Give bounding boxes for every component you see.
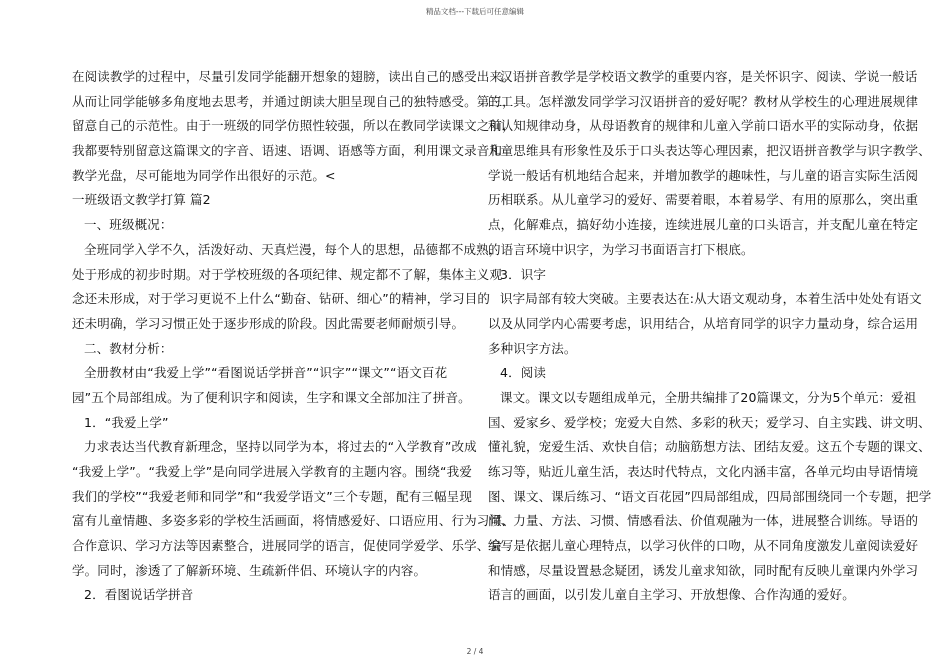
- text-line: 练习等，贴近儿童生活，表达时代特点，文化内涵丰富，各单元均由导语情境: [488, 464, 919, 479]
- text-line: 合作意识、学习方法等因素整合，进展同学的语言，促使同学爱学、乐学、会: [72, 538, 503, 554]
- page-header: 精品文档---下载后可任意编辑: [425, 7, 525, 16]
- text-line: 编写是依据儿童心理特点，以学习伙伴的口吻，从不同角度激发儿童阅读爱好: [488, 538, 919, 554]
- text-line: 点，化解难点，搞好幼小连接，连续进展儿童的口头语言，并支配儿童在特定: [488, 217, 919, 233]
- text-line: 识字局部有较大突破。主要表达在:从大语文观动身，本着生活中处处有语文: [500, 291, 922, 307]
- text-line: 2．看图说话学拼音: [84, 587, 194, 603]
- text-line: 多种识字方法。: [488, 340, 577, 356]
- text-line: 在阅读教学的过程中，尽量引发同学能翻开想象的翅膀，读出自己的感受出来。: [72, 69, 515, 84]
- text-line: 从而让同学能够多角度地去思考，并通过朗读大胆呈现自己的独特感受。第三，: [72, 93, 515, 109]
- text-line: 园”五个局部组成。为了便利识字和阅读，生字和课文全部加注了拼音。: [72, 389, 471, 405]
- left-text-column: [72, 65, 515, 608]
- text-line: 3．识字: [500, 266, 547, 282]
- text-line: 念还未形成，对于学习更说不上什么“勤奋、钻研、细心”的精神，学习目的: [72, 291, 491, 307]
- text-line: 国、爱家乡、爱学校；宠爱大自然、多彩的秋天；爱学习、自主实践、讲文明、: [488, 414, 931, 430]
- right-text-column: [488, 65, 932, 608]
- text-line: 历相联系。从儿童学习的爱好、需要着眼，本着易学、有用的原那么，突出重: [488, 192, 919, 208]
- text-line: 1．“我爱上学”: [84, 414, 169, 430]
- text-line: 课文。课文以专题组成单元，全册共编排了20篇课文，分为5个单元：爱祖: [500, 389, 917, 405]
- text-line: 4．阅读: [500, 365, 547, 381]
- text-line: 全班同学入学不久，活泼好动、天真烂漫，每个人的思想，品德都不成熟，: [84, 241, 502, 257]
- text-line: 一、班级概况：: [84, 217, 173, 233]
- text-line: 和情感，尽量设置悬念疑团，诱发儿童求知欲，同时配有反映儿童课内外学习: [488, 562, 919, 578]
- text-line: 语言的画面，以引发儿童自主学习、开放想像、合作沟通的爱好。: [488, 587, 855, 603]
- text-line: 以及从同学内心需要考虑，识用结合，从培育同学的识字力量动身，综合运用: [488, 315, 919, 331]
- text-line: 的语言环境中识字，为学习书面语言打下根底。: [488, 241, 754, 257]
- text-line: 懂礼貌，宠爱生活、欢快自信；动脑筋想方法、团结友爱。这五个专题的课文、: [488, 439, 931, 455]
- text-line: 的工具。怎样激发同学学习汉语拼音的爱好呢？教材从学校生的心理进展规律: [488, 93, 919, 109]
- text-line: 我们的学校”“我爱老师和同学”和“我爱学语文”三个专题，配有三幅呈现: [72, 488, 472, 504]
- text-line: 我都要特别留意这篇课文的字音、语速、语调、语感等方面，利用课文录音和: [72, 143, 503, 159]
- text-line: 教学光盘，尽可能地为同学作出很好的示范。<: [72, 167, 336, 183]
- page-number: 2 / 4: [466, 647, 484, 656]
- text-line: 还未明确，学习习惯正处于逐步形成的阶段。因此需要老师耐烦引导。: [72, 315, 465, 331]
- text-line: 和认知规律动身，从母语教育的规律和儿童入学前口语水平的实际动身，依据: [488, 118, 919, 134]
- text-line: 力求表达当代教育新理念，坚持以同学为本，将过去的“入学教育”改成: [84, 439, 477, 455]
- text-line: 富有儿童情趣、多姿多彩的学校生活画面，将情感爱好、口语应用、行为习惯、: [72, 513, 515, 529]
- text-line: 图、课文、课后练习、“语文百花园”四局部组成，四局部围绕同一个专题，把学: [488, 488, 932, 504]
- text-line: 留意自己的示范性。由于一班级的同学仿照性较强，所以在教同学读课文之前，: [72, 118, 515, 134]
- text-line: 学说一般话有机地结合起来，并增加教学的趣味性，与儿童的语言实际生活阅: [488, 167, 919, 183]
- text-line: 处于形成的初步时期。对于学校班级的各项纪律、规定都不了解，集体主义观: [72, 266, 503, 282]
- text-line: 问、力量、方法、习惯、情感看法、价值观融为一体，进展整合训练。导语的: [488, 513, 919, 529]
- text-line: “我爱上学”。“我爱上学”是向同学进展入学教育的主题内容。围绕“我爱: [72, 464, 472, 479]
- text-line: 二、教材分析：: [84, 340, 173, 356]
- text-line: 儿童思维具有形象性及乐于口头表达等心理因素，把汉语拼音教学与识字教学、: [488, 143, 931, 159]
- text-line: 一班级语文教学打算 篇2: [72, 192, 211, 208]
- text-line: 学。同时，渗透了了解新环境、生疏新伴侣、环境认字的内容。: [72, 562, 427, 578]
- text-line: 汉语拼音教学是学校语文教学的重要内容，是关怀识字、阅读、学说一般话: [500, 69, 918, 84]
- text-line: 全册教材由“我爱上学”“看图说话学拼音”“识字”“课文”“语文百花: [84, 365, 448, 381]
